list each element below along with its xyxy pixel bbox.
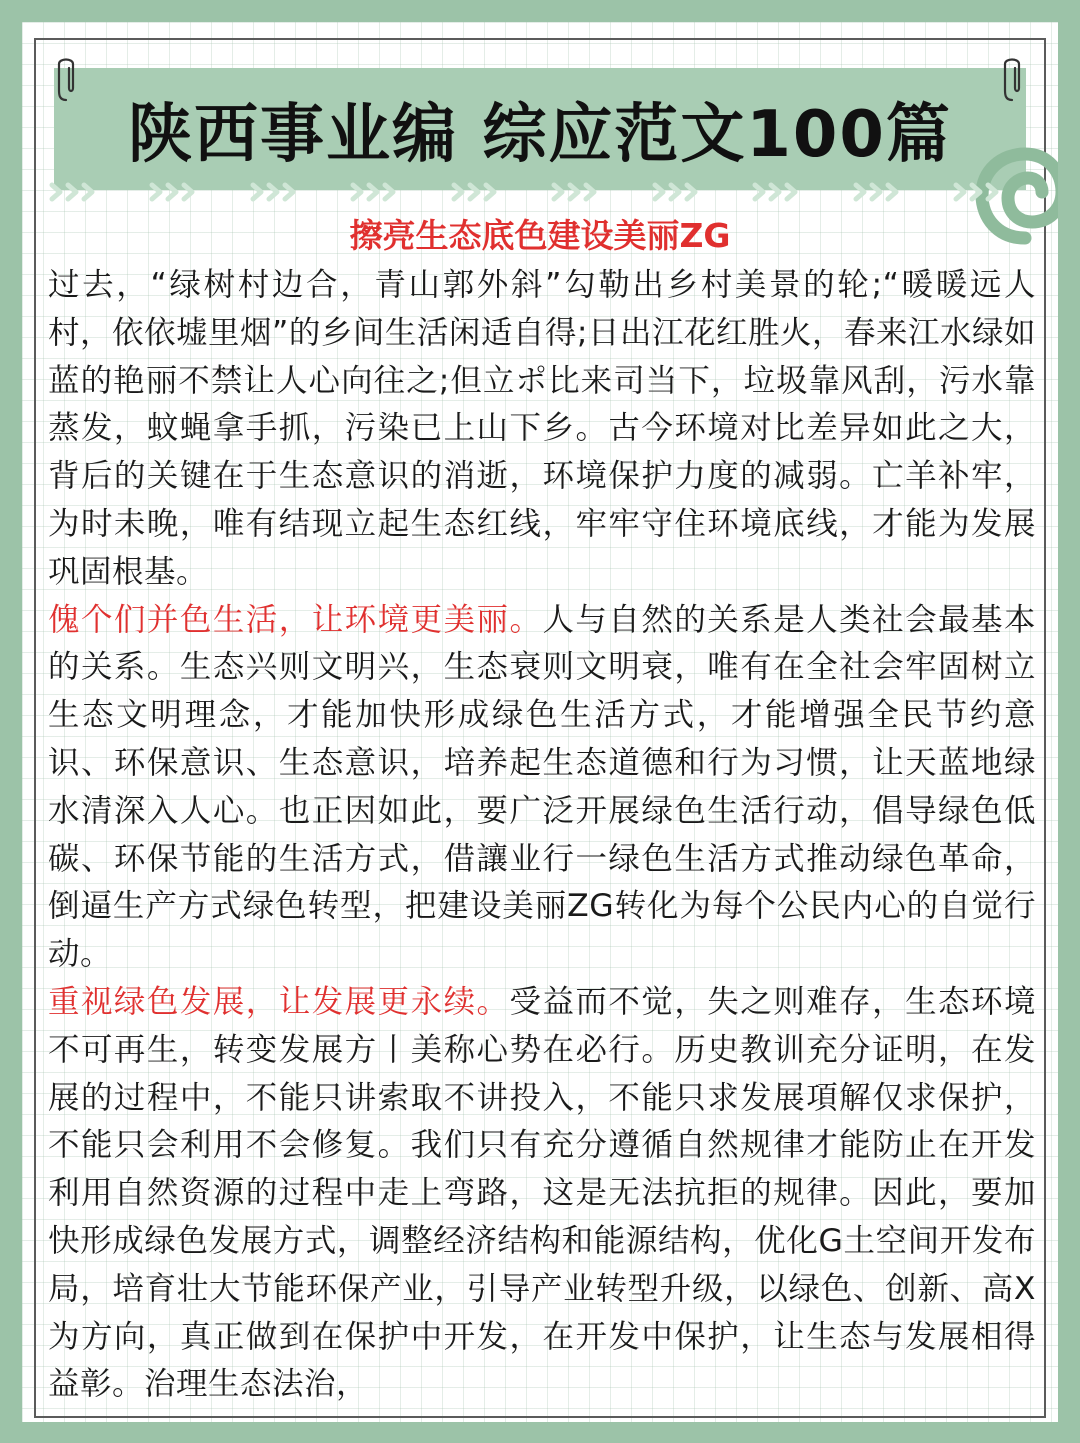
page-title: 陕西事业编 综应范文100篇 — [128, 98, 952, 172]
paragraph — [48, 979, 1036, 1409]
title-banner — [54, 68, 1026, 190]
chevron-arrows-icon — [249, 182, 305, 202]
essay-body — [48, 262, 1036, 1409]
paper-sheet — [22, 22, 1058, 1422]
chevron-arrows-icon — [349, 182, 405, 202]
chevron-arrows-icon — [148, 182, 204, 202]
chevron-arrows-icon — [651, 182, 707, 202]
paper-clip-icon — [56, 54, 76, 104]
paragraph-text: 人与自然的关系是人类社会最基本的关系。生态兴则文明兴，生态衰则文明衰，唯有在全社会牢固树立生态文明理念，才能加快形成绿色生活方式，才能增强全民节约意识、环保意识、生态意识，培养起生态道德和行为习惯，让天蓝地绿水清深入人心。也正因如此，要广泛开展绿色生活行动，倡导绿色低碳、环保节能的生活方式，借讓业行一绿色生活方式推动绿色革命，倒逼生产方式绿色转型，把建设美丽ZG转化为每个公民内心的自觉行动。 — [48, 601, 1036, 973]
paper-clip-icon — [1002, 54, 1022, 104]
paragraph — [48, 597, 1036, 979]
chevron-arrows-icon — [852, 182, 908, 202]
paragraph — [48, 262, 1036, 597]
chevron-arrows-icon — [751, 182, 807, 202]
chevron-arrows-icon — [48, 182, 104, 202]
essay-title: 擦亮生态底色建设美丽ZG — [349, 216, 731, 255]
paragraph-lead: 傀个们并色生活，让环境更美丽。 — [48, 601, 543, 638]
paragraph-text: 过去，“绿树村边合，青山郭外斜”勾勒出乡村美景的轮;“暖暖远人村，依依墟里烟”的乡间生活闲适自得;日出江花红胜火，春来江水绿如蓝的艳丽不禁让人心向往之;但立ポ比来司当下，垃圾靠风刮，污水靠蒸发，蚊蝇拿手抓，污染已上山下乡。古今环境对比差异如此之大，背后的关键在于生态意识的消逝，环境保护力度的减弱。亡羊补牢，为时未晚，唯有结现立起生态红线，牢牢守住环境底线，才能为发展巩固根基。 — [48, 267, 1036, 590]
paragraph-lead: 重视绿色发展，让发展更永续。 — [48, 983, 510, 1020]
chevron-arrows-icon — [952, 182, 1008, 202]
chevron-arrows-icon — [450, 182, 506, 202]
paragraph-text: 受益而不觉，失之则难存，生态环境不可再生，转变发展方丨美称心势在必行。历史教训充分证明，在发展的过程中，不能只讲索取不讲投入，不能只求发展項解仅求保护，不能只会利用不会修复。我们只有充分遵循自然规律才能防止在开发利用自然资源的过程中走上弯路，这是无法抗拒的规律。因此，要加快形成绿色发展方式，调整经济结构和能源结构，优化G土空间开发布局，培育壮大节能环保产业，引导产业转型升级，以绿色、创新、高X为方向，真正做到在保护中开发，在开发中保护，让生态与发展相得益彰。治理生态法治， — [48, 983, 1036, 1403]
chevron-arrows-icon — [550, 182, 606, 202]
arrow-divider — [48, 180, 1008, 204]
